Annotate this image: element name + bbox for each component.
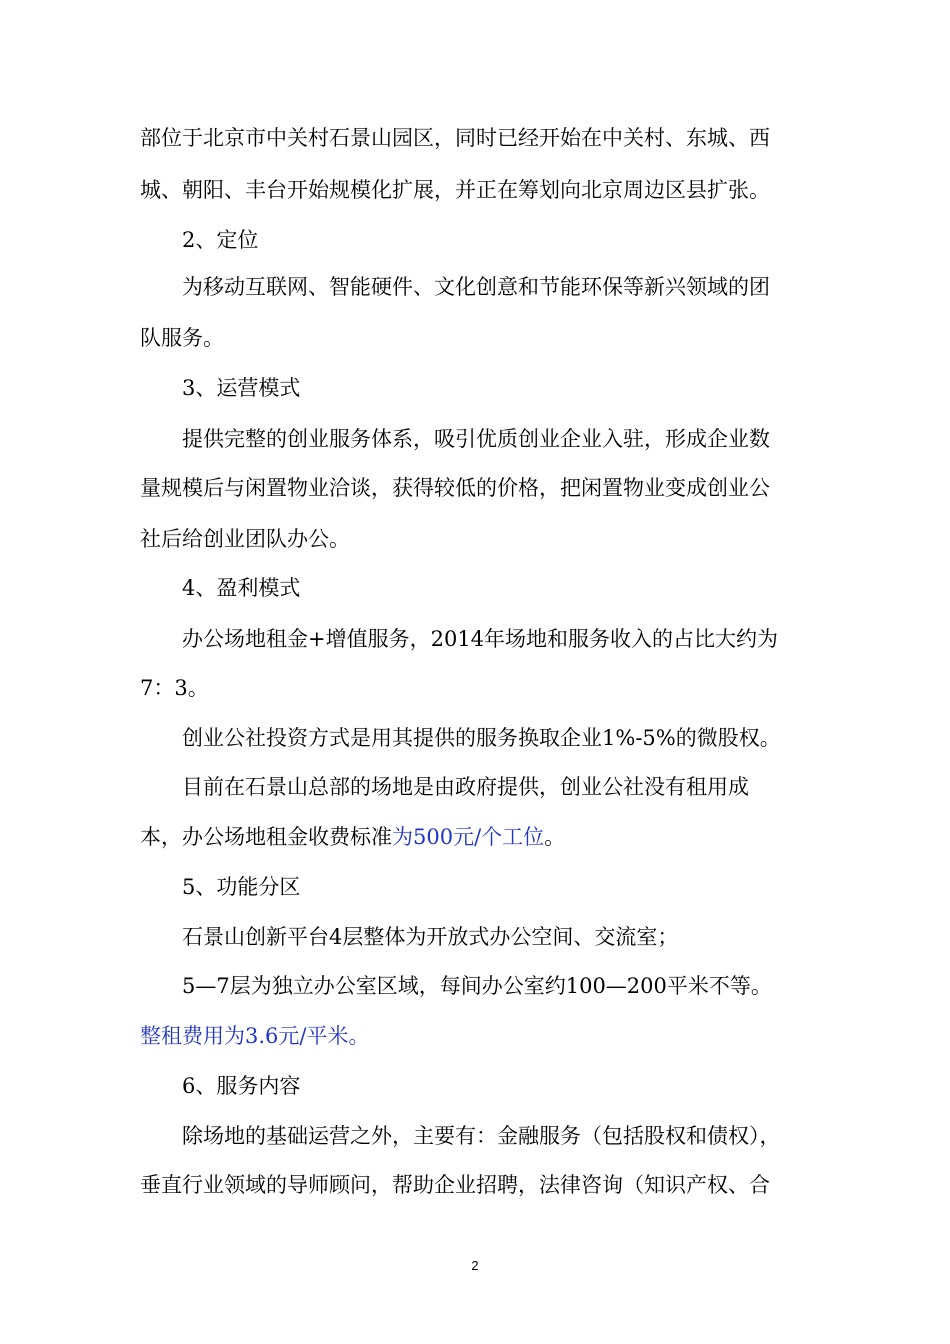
paragraph-line: 部位于北京市中关村石景山园区，同时已经开始在中关村、东城、西 [140, 126, 770, 150]
paragraph-line: 城、朝阳、丰台开始规模化扩展，并正在筹划向北京周边区县扩张。 [140, 178, 770, 202]
paragraph-line: 办公场地租金+增值服务，2014年场地和服务收入的占比大约为 [182, 627, 779, 651]
paragraph-line: 7：3。 [140, 676, 209, 700]
section-heading: 4、盈利模式 [182, 576, 301, 600]
text-run: 本，办公场地租金收费标准 [140, 825, 392, 849]
paragraph-line: 目前在石景山总部的场地是由政府提供，创业公社没有租用成 [182, 775, 749, 799]
section-heading: 3、运营模式 [182, 376, 301, 400]
page-number: 2 [471, 1258, 479, 1273]
paragraph-line: 垂直行业领域的导师顾问，帮助企业招聘，法律咨询（知识产权、合 [140, 1173, 770, 1197]
paragraph-line: 为移动互联网、智能硬件、文化创意和节能环保等新兴领域的团 [182, 275, 770, 299]
section-heading: 2、定位 [182, 228, 259, 252]
section-heading: 6、服务内容 [182, 1074, 301, 1098]
paragraph-line: 5—7层为独立办公室区域，每间办公室约100—200平米不等。 [182, 974, 772, 998]
highlighted-paragraph: 整租费用为3.6元/平米。 [140, 1024, 370, 1048]
paragraph-line: 量规模后与闲置物业洽谈，获得较低的价格，把闲置物业变成创业公 [140, 476, 770, 500]
highlighted-text: 为500元/个工位 [392, 825, 545, 849]
paragraph-line: 社后给创业团队办公。 [140, 527, 350, 551]
paragraph-line: 队服务。 [140, 326, 224, 350]
section-heading: 5、功能分区 [182, 875, 301, 899]
paragraph-line: 创业公社投资方式是用其提供的服务换取企业1%-5%的微股权。 [182, 726, 781, 750]
paragraph-line: 除场地的基础运营之外，主要有：金融服务（包括股权和债权）， [182, 1124, 781, 1148]
paragraph-line: 石景山创新平台4层整体为开放式办公空间、交流室； [182, 925, 679, 949]
text-run: 。 [544, 825, 566, 849]
paragraph-line: 提供完整的创业服务体系，吸引优质创业企业入驻，形成企业数 [182, 427, 770, 451]
paragraph-line [140, 822, 830, 852]
